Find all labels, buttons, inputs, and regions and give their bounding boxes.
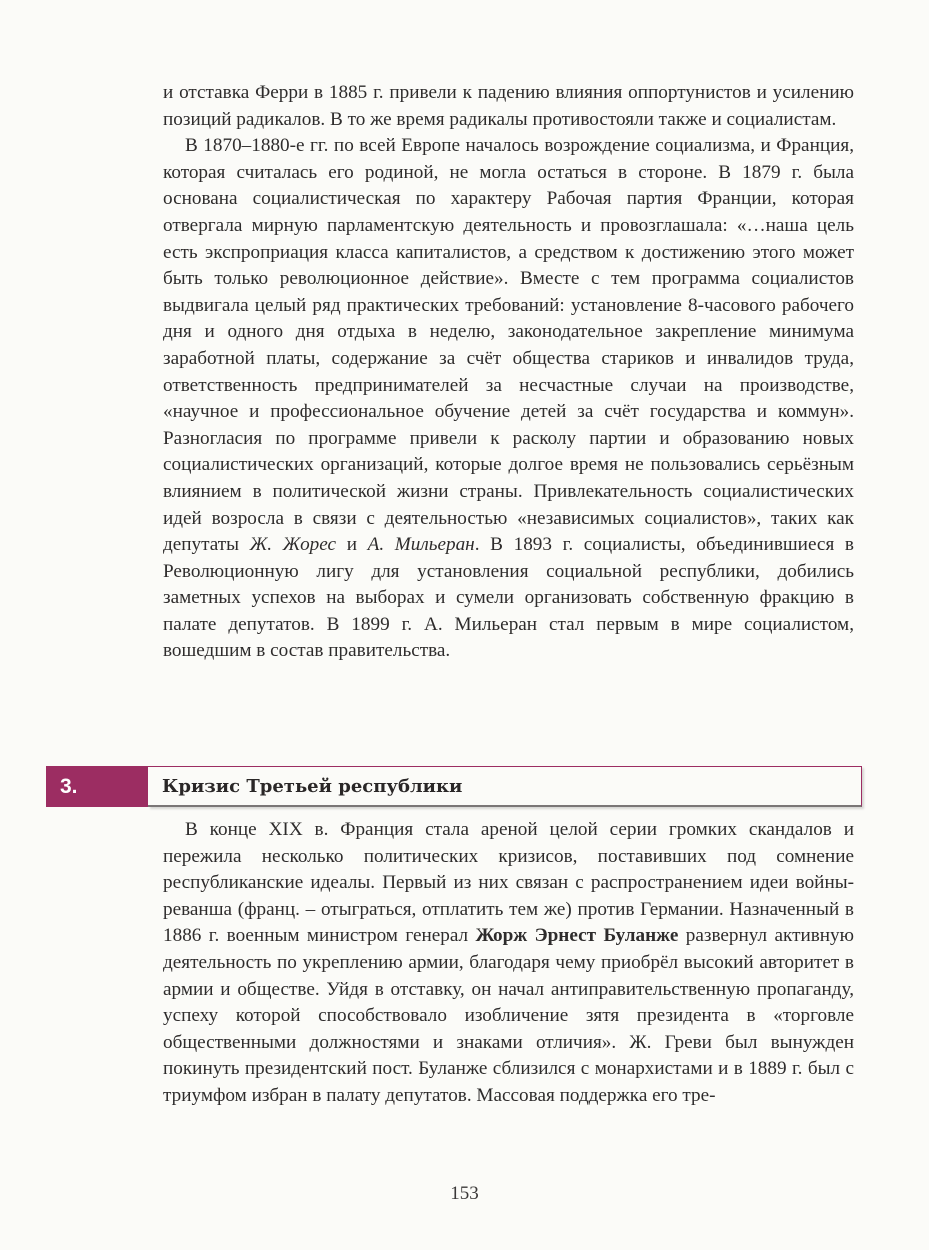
paragraph-text: развернул активную деятельность по укреплению армии, благодаря чему приобрёл высокий авторитет в армии и обществе. Уйдя в отставку, он начал антиправительственную пропаганду, успеху которой способствовало изобличение зятя президента в «торговле общественными должностями и знаками отличия». Ж. Греви был вынужден покинуть президентский пост. Буланже сблизился с монархистами и в 1889 г. был с триумфом избран в палату депутатов. Массовая поддержка его тре- — [163, 925, 854, 1106]
person-name-boulanger: Жорж Эрнест Буланже — [475, 925, 679, 947]
section-header — [46, 766, 862, 807]
paragraph-text: В 1870–1880-е гг. по всей Европе началось возрождение социализма, и Франция, которая считалась его родиной, не могла остаться в стороне. В 1879 г. была основана социалистическая по характеру Рабочая партия Франции, которая отвергала мирную парламентскую деятельность и провозглашала: «…наша цель есть экспроприация класса капиталистов, а средством к достижению этого может быть только революционное действие». Вместе с тем программа социалистов выдвигала целый ряд практических требований: установление 8-часового рабочего дня и одного дня отдыха в неделю, законодательное закрепление минимума заработной платы, содержание за счёт общества стариков и инвалидов труда, ответственность предпринимателей за несчастные случаи на производстве, «научное и профессиональное обучение детей за счёт государства и коммун». Разногласия по программе привели к расколу партии и образованию новых социалистических организаций, которые долгое время не пользовались серьёзным влиянием в политической жизни страны. Привлекательность социалистических идей возросла в связи с деятельностью «независимых социалистов», таких как депутаты — [163, 135, 854, 556]
page-number: 153 — [450, 1183, 479, 1204]
section-number: 3. — [46, 766, 148, 807]
paragraph-crisis — [163, 817, 854, 1110]
bottom-text-block — [163, 817, 854, 1110]
paragraph-text: и — [336, 534, 368, 556]
top-text-block — [163, 80, 854, 665]
paragraph-text: . В 1893 г. социалисты, объединившиеся в Революционную лигу для установления социальной республики, добились заметных успехов на выборах и сумели организовать собственную фракцию в палате депутатов. В 1899 г. А. Мильеран стал первым в мире социалистом, вошедшим в состав правительства. — [163, 534, 854, 662]
person-name-millerand: А. Мильеран — [367, 534, 475, 556]
section-title: Кризис Третьей республики — [162, 776, 463, 797]
section-title-box — [148, 766, 862, 807]
paragraph-continued: и отставка Ферри в 1885 г. привели к падению влияния оппортунистов и усилению позиций радикалов. В то же время радикалы противостояли также и социалистам. — [163, 82, 854, 130]
paragraph-text: В конце XIX в. Франция стала ареной целой серии громких скандалов и пережила несколько политических кризисов, поставивших под сомнение республиканские идеалы. Первый из них связан с распространением идеи войны-реванша (франц. – отыграться, отплатить тем же) против Германии. Назначенный в 1886 г. военным министром генерал — [163, 819, 854, 947]
person-name-jaures: Ж. Жорес — [249, 534, 337, 556]
paragraph-socialism — [163, 133, 854, 665]
